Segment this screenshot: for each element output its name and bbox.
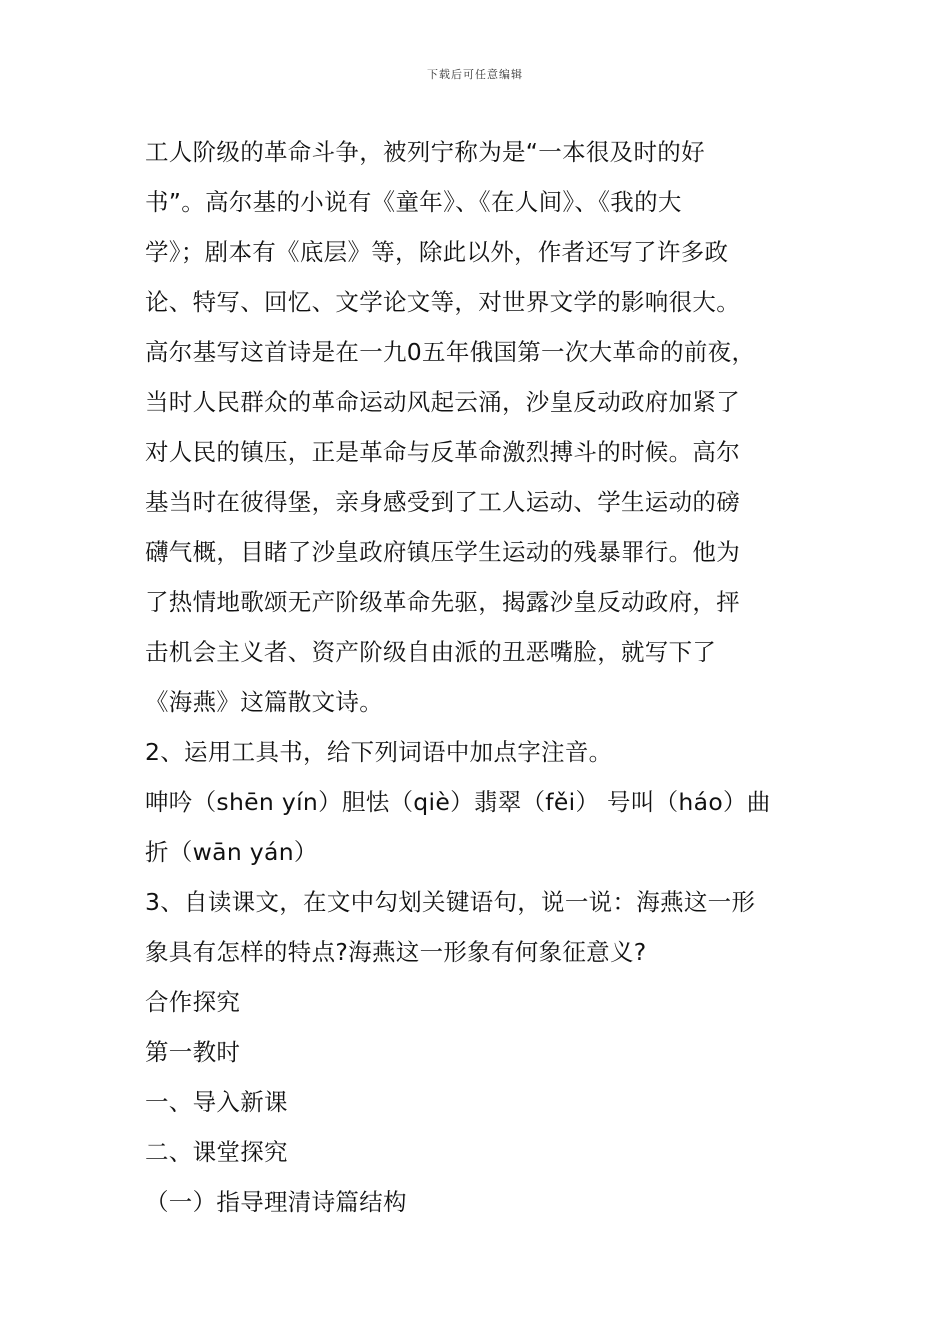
text-line: 学》；剧本有《底层》等，除此以外，作者还写了许多政 — [145, 238, 729, 266]
text-line: 书”。高尔基的小说有《童年》、《在人间》、《我的大 — [145, 188, 682, 216]
exercise-item-2: 2、运用工具书，给下列词语中加点字注音。 — [145, 738, 613, 766]
text-line: 当时人民群众的革命运动风起云涌，沙皇反动政府加紧了 — [145, 388, 740, 416]
text-line: 象具有怎样的特点?海燕这一形象有何象征意义? — [145, 938, 647, 966]
text-line: 击机会主义者、资产阶级自由派的丑恶嘴脸，就写下了 — [145, 638, 717, 666]
document-body — [145, 127, 825, 1227]
section-heading: 合作探究 — [145, 988, 241, 1016]
subsection-heading: （一）指导理清诗篇结构 — [145, 1188, 407, 1216]
section-heading: 一、导入新课 — [145, 1088, 288, 1116]
pinyin-line: 呻吟（shēn yín）胆怯（qiè）翡翠（fěi） 号叫（háo）曲 — [145, 788, 771, 816]
text-line: 礴气概，目睹了沙皇政府镇压学生运动的残暴罪行。他为 — [145, 538, 740, 566]
text-line: 论、特写、回忆、文学论文等，对世界文学的影响很大。 — [145, 288, 740, 316]
section-heading: 第一教时 — [145, 1038, 241, 1066]
text-line: 《海燕》这篇散文诗。 — [145, 688, 383, 716]
text-line: 工人阶级的革命斗争，被列宁称为是“一本很及时的好 — [145, 138, 705, 166]
text-line: 高尔基写这首诗是在一九0五年俄国第一次大革命的前夜， — [145, 338, 756, 366]
text-line: 了热情地歌颂无产阶级革命先驱，揭露沙皇反动政府，抨 — [145, 588, 740, 616]
page-header: 下载后可任意编辑 — [427, 68, 523, 81]
section-heading: 二、课堂探究 — [145, 1138, 288, 1166]
pinyin-line: 折（wān yán） — [145, 838, 318, 866]
text-line: 对人民的镇压，正是革命与反革命激烈搏斗的时候。高尔 — [145, 438, 740, 466]
exercise-item-3: 3、自读课文，在文中勾划关键语句，说一说：海燕这一形 — [145, 888, 756, 916]
text-line: 基当时在彼得堡，亲身感受到了工人运动、学生运动的磅 — [145, 488, 740, 516]
